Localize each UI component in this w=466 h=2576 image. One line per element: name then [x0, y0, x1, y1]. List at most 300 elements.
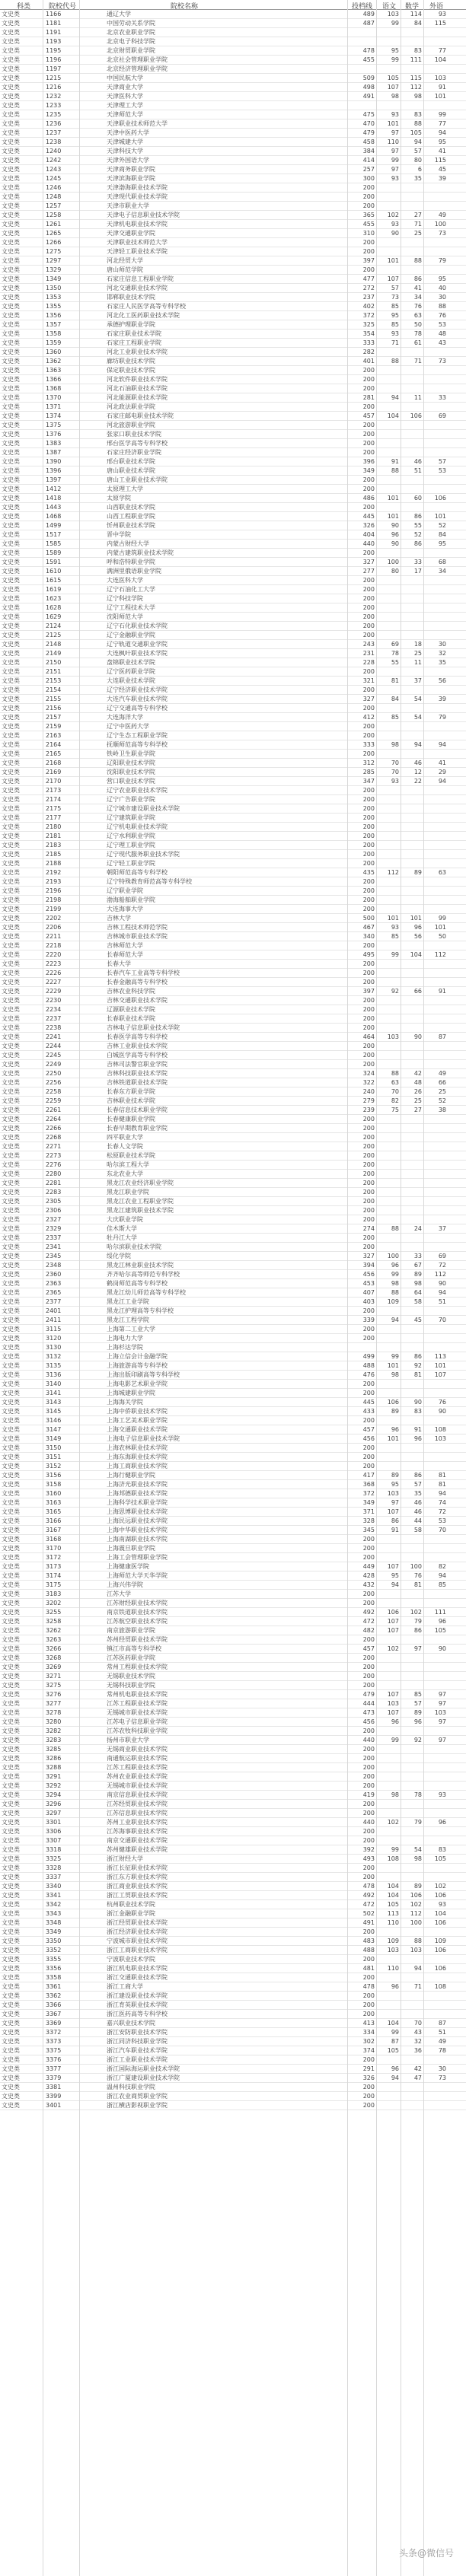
- table-row: [0, 1252, 466, 1261]
- cell-school-code: 1166: [46, 11, 62, 18]
- table-row: [0, 558, 466, 567]
- cell-cutoff-score: 444: [362, 1700, 375, 1707]
- table-row: [0, 914, 466, 923]
- cell-chinese: 81: [391, 677, 399, 684]
- cell-cutoff-score: 328: [362, 1517, 375, 1524]
- cell-english: 66: [438, 1079, 446, 1086]
- cell-english: 52: [438, 1097, 446, 1104]
- table-row: [0, 786, 466, 795]
- cell-math: 56: [413, 933, 422, 940]
- cell-category: 文史类: [2, 230, 20, 237]
- cell-english: 38: [438, 1107, 446, 1113]
- table-row: [0, 174, 466, 183]
- cell-school-code: 1258: [46, 212, 62, 218]
- cell-category: 文史类: [2, 896, 20, 903]
- cell-cutoff-score: 200: [362, 1974, 375, 1981]
- cell-school-name: 辽宁轨道交通职业学院: [107, 641, 168, 648]
- table-row: [0, 1654, 466, 1663]
- cell-cutoff-score: 200: [362, 960, 375, 967]
- cell-school-code: 1362: [46, 358, 62, 365]
- cell-cutoff-score: 300: [362, 175, 375, 182]
- cell-school-code: 2280: [46, 1170, 62, 1177]
- header-school-code: 院校代号: [49, 3, 77, 11]
- cell-school-name: 石家庄信息工程职业学院: [107, 275, 174, 282]
- cell-cutoff-score: 228: [362, 659, 375, 666]
- cell-school-name: 天津职业技术师范大学: [107, 239, 168, 246]
- cell-english: 99: [438, 915, 446, 922]
- cell-math: 112: [410, 1910, 422, 1917]
- cell-cutoff-score: 489: [362, 11, 375, 18]
- cell-category: 文史类: [2, 960, 20, 967]
- cell-school-name: 辽宁建筑职业学院: [107, 814, 155, 821]
- cell-english: 84: [438, 531, 446, 538]
- cell-category: 文史类: [2, 1636, 20, 1643]
- cell-math: 76: [413, 1572, 422, 1579]
- cell-math: 54: [413, 1846, 422, 1853]
- cell-math: 85: [413, 1691, 422, 1698]
- cell-math: 18: [413, 641, 422, 648]
- table-row: [0, 1361, 466, 1371]
- cell-category: 文史类: [2, 1536, 20, 1543]
- cell-category: 文史类: [2, 805, 20, 812]
- cell-school-name: 河北石油职业技术学院: [107, 385, 168, 392]
- cell-category: 文史类: [2, 1755, 20, 1762]
- cell-school-name: 浙江农业商贸职业学院: [107, 2093, 168, 2100]
- cell-cutoff-score: 200: [362, 376, 375, 383]
- cell-school-name: 浙江经贸职业技术学院: [107, 1919, 168, 1926]
- cell-school-code: 3283: [46, 1737, 62, 1743]
- cell-school-name: 浙江国际海运职业技术学院: [107, 2065, 180, 2072]
- cell-school-name: 上海震旦职业学院: [107, 1545, 155, 1552]
- cell-school-code: 1197: [46, 65, 62, 72]
- cell-category: 文史类: [2, 257, 20, 264]
- cell-category: 文史类: [2, 1472, 20, 1479]
- cell-school-name: 辽宁石化职业技术学院: [107, 623, 168, 629]
- cell-cutoff-score: 239: [362, 1107, 375, 1113]
- cell-school-code: 1629: [46, 613, 62, 620]
- cell-cutoff-score: 200: [362, 979, 375, 986]
- cell-chinese: 93: [391, 330, 399, 337]
- cell-category: 文史类: [2, 696, 20, 702]
- cell-school-name: 天津科技大学: [107, 148, 143, 154]
- cell-school-code: 2229: [46, 988, 62, 995]
- cell-chinese: 97: [391, 1499, 399, 1506]
- cell-school-code: 1238: [46, 139, 62, 145]
- table-row: [0, 1645, 466, 1654]
- cell-school-code: 3141: [46, 1390, 62, 1396]
- cell-school-code: 3358: [46, 1974, 62, 1981]
- cell-school-code: 3366: [46, 2001, 62, 2008]
- cell-math: 44: [413, 1517, 422, 1524]
- cell-school-code: 3375: [46, 2047, 62, 2054]
- table-row: [0, 65, 466, 74]
- cell-chinese: 71: [391, 339, 399, 346]
- cell-school-name: 内蒙古建筑职业技术学院: [107, 549, 174, 556]
- table-row: [0, 1745, 466, 1754]
- cell-cutoff-score: 277: [362, 568, 375, 575]
- cell-chinese: 88: [391, 1070, 399, 1077]
- cell-school-code: 2305: [46, 1198, 62, 1205]
- cell-school-code: 2181: [46, 833, 62, 839]
- cell-cutoff-score: 200: [362, 1545, 375, 1552]
- cell-school-name: 江苏信息职业技术学院: [107, 1810, 168, 1817]
- cell-school-name: 上海城建职业学院: [107, 1390, 155, 1396]
- table-row: [0, 877, 466, 887]
- cell-school-name: 大连医科大学: [107, 577, 143, 584]
- cell-english: 72: [438, 1262, 446, 1269]
- cell-english: 113: [434, 1353, 446, 1360]
- cell-school-name: 天津滨海职业学院: [107, 175, 155, 182]
- cell-math: 46: [413, 458, 422, 465]
- cell-school-name: 上海立信会计金融学院: [107, 1353, 168, 1360]
- cell-math: 88: [413, 1938, 422, 1944]
- cell-school-name: 吉林工业职业技术学院: [107, 1043, 168, 1049]
- table-row: [0, 2083, 466, 2092]
- cell-school-name: 江苏财经职业技术学院: [107, 1600, 168, 1606]
- cell-category: 文史类: [2, 56, 20, 63]
- cell-english: 79: [438, 257, 446, 264]
- cell-math: 106: [410, 412, 422, 419]
- cell-school-code: 3285: [46, 1746, 62, 1753]
- cell-cutoff-score: 200: [362, 1216, 375, 1223]
- cell-school-name: 浙江财经大学: [107, 1855, 143, 1862]
- cell-english: 69: [438, 412, 446, 419]
- cell-category: 文史类: [2, 997, 20, 1004]
- cell-cutoff-score: 200: [362, 239, 375, 246]
- table-row: [0, 1973, 466, 1982]
- cell-category: 文史类: [2, 942, 20, 949]
- cell-chinese: 94: [391, 394, 399, 401]
- cell-cutoff-score: 396: [362, 458, 375, 465]
- cell-cutoff-score: 200: [362, 1152, 375, 1159]
- table-row: [0, 1845, 466, 1855]
- cell-school-code: 1390: [46, 458, 62, 465]
- cell-math: 34: [413, 294, 422, 301]
- cell-cutoff-score: 440: [362, 1819, 375, 1826]
- cell-school-code: 2341: [46, 1243, 62, 1250]
- cell-english: 104: [434, 56, 446, 63]
- cell-category: 文史类: [2, 915, 20, 922]
- cell-category: 文史类: [2, 613, 20, 620]
- cell-cutoff-score: 200: [362, 202, 375, 209]
- cell-math: 32: [413, 2038, 422, 2045]
- cell-school-code: 2268: [46, 1134, 62, 1141]
- cell-school-name: 石家庄工程职业学院: [107, 339, 161, 346]
- cell-chinese: 70: [391, 759, 399, 766]
- cell-school-code: 2401: [46, 1307, 62, 1314]
- table-row: [0, 1544, 466, 1553]
- cell-school-name: 佳木斯大学: [107, 1225, 137, 1232]
- cell-school-code: 1371: [46, 403, 62, 410]
- cell-school-code: 2155: [46, 696, 62, 702]
- cell-school-code: 3355: [46, 1956, 62, 1963]
- cell-school-code: 2377: [46, 1298, 62, 1305]
- cell-chinese: 99: [391, 951, 399, 958]
- cell-english: 94: [438, 741, 446, 748]
- cell-chinese: 91: [391, 1527, 399, 1533]
- cell-school-code: 2360: [46, 1271, 62, 1278]
- cell-category: 文史类: [2, 2020, 20, 2027]
- table-row: [0, 83, 466, 92]
- cell-category: 文史类: [2, 1180, 20, 1186]
- cell-english: 108: [434, 1426, 446, 1433]
- cell-school-name: 天津商务职业学院: [107, 166, 155, 173]
- cell-school-name: 大庆职业学院: [107, 1216, 143, 1223]
- cell-cutoff-score: 449: [362, 1563, 375, 1570]
- cell-school-name: 浙江交通职业技术学院: [107, 1974, 168, 1981]
- table-row: [0, 1334, 466, 1343]
- cell-category: 文史类: [2, 184, 20, 191]
- cell-school-code: 3276: [46, 1691, 62, 1698]
- cell-school-name: 山西工程职业学院: [107, 513, 155, 520]
- cell-cutoff-score: 200: [362, 942, 375, 949]
- cell-school-code: 2196: [46, 887, 62, 894]
- cell-category: 文史类: [2, 1161, 20, 1168]
- table-row: [0, 1434, 466, 1444]
- cell-chinese: 96: [391, 531, 399, 538]
- table-row: [0, 941, 466, 950]
- cell-cutoff-score: 401: [362, 358, 375, 365]
- cell-math: 33: [413, 559, 422, 565]
- table-row: [0, 978, 466, 987]
- table-row: [0, 1024, 466, 1033]
- table-row: [0, 686, 466, 695]
- cell-chinese: 108: [387, 1855, 399, 1862]
- cell-school-code: 2168: [46, 759, 62, 766]
- cell-math: 94: [413, 741, 422, 748]
- table-row: [0, 1727, 466, 1736]
- table-row: [0, 393, 466, 403]
- table-row: [0, 46, 466, 56]
- cell-cutoff-score: 200: [362, 1052, 375, 1059]
- cell-school-code: 2165: [46, 750, 62, 757]
- cell-school-name: 浙江长征职业技术学院: [107, 1864, 168, 1871]
- cell-category: 文史类: [2, 11, 20, 18]
- cell-category: 文史类: [2, 358, 20, 365]
- table-row: [0, 101, 466, 110]
- cell-english: 95: [438, 275, 446, 282]
- cell-school-name: 上海师范大学天华学院: [107, 1572, 168, 1579]
- cell-category: 文史类: [2, 1454, 20, 1460]
- cell-school-code: 1360: [46, 349, 62, 355]
- cell-english: 107: [434, 1371, 446, 1378]
- cell-school-name: 上海邦德职业技术学院: [107, 1490, 168, 1497]
- cell-school-code: 2363: [46, 1280, 62, 1287]
- cell-category: 文史类: [2, 1901, 20, 1908]
- cell-cutoff-score: 200: [362, 431, 375, 438]
- table-row: [0, 119, 466, 129]
- table-row: [0, 859, 466, 868]
- cell-math: 51: [413, 467, 422, 474]
- cell-school-name: 辽源职业技术学院: [107, 1006, 155, 1013]
- cell-school-name: 浙江建设职业技术学院: [107, 1992, 168, 1999]
- cell-school-name: 吉林工程技术师范学院: [107, 924, 168, 931]
- table-row: [0, 1553, 466, 1562]
- cell-cutoff-score: 200: [362, 184, 375, 191]
- cell-english: 112: [434, 1271, 446, 1278]
- cell-cutoff-score: 231: [362, 650, 375, 657]
- cell-english: 85: [438, 1581, 446, 1588]
- cell-school-code: 1387: [46, 449, 62, 456]
- table-row: [0, 1526, 466, 1535]
- cell-english: 112: [434, 951, 446, 958]
- cell-math: 88: [413, 257, 422, 264]
- cell-school-code: 2241: [46, 1033, 62, 1040]
- cell-cutoff-score: 200: [362, 1828, 375, 1835]
- cell-math: 71: [413, 1983, 422, 1990]
- cell-category: 文史类: [2, 2011, 20, 2017]
- cell-category: 文史类: [2, 1326, 20, 1333]
- cell-cutoff-score: 200: [362, 906, 375, 912]
- cell-category: 文史类: [2, 623, 20, 629]
- cell-category: 文史类: [2, 778, 20, 785]
- cell-school-code: 1368: [46, 385, 62, 392]
- cell-math: 86: [413, 1627, 422, 1634]
- cell-category: 文史类: [2, 175, 20, 182]
- cell-chinese: 84: [391, 696, 399, 702]
- table-row: [0, 1690, 466, 1699]
- cell-category: 文史类: [2, 102, 20, 109]
- cell-cutoff-score: 478: [362, 1883, 375, 1890]
- cell-chinese: 107: [387, 1709, 399, 1716]
- cell-school-name: 黑龙江工业学院: [107, 1298, 149, 1305]
- cell-school-code: 2281: [46, 1180, 62, 1186]
- cell-math: 55: [413, 522, 422, 529]
- cell-school-code: 1589: [46, 549, 62, 556]
- cell-school-name: 浙江安防职业技术学院: [107, 2029, 168, 2036]
- cell-cutoff-score: 200: [362, 1207, 375, 1214]
- cell-school-name: 长春东方职业学院: [107, 1088, 155, 1095]
- cell-english: 97: [438, 1700, 446, 1707]
- cell-school-code: 3170: [46, 1545, 62, 1552]
- cell-cutoff-score: 200: [362, 623, 375, 629]
- table-row: [0, 439, 466, 448]
- cell-school-code: 3307: [46, 1837, 62, 1844]
- cell-category: 文史类: [2, 1097, 20, 1104]
- cell-category: 文史类: [2, 1490, 20, 1497]
- cell-cutoff-score: 412: [362, 714, 375, 721]
- table-row: [0, 1992, 466, 2001]
- table-row: [0, 1498, 466, 1508]
- cell-cutoff-score: 200: [362, 705, 375, 712]
- cell-school-name: 宁波职业技术学院: [107, 1956, 155, 1963]
- cell-school-name: 承德护理职业学院: [107, 321, 155, 328]
- cell-school-name: 白城医学高等专科学校: [107, 1052, 168, 1059]
- cell-school-name: 浙江同济科技职业学院: [107, 2038, 168, 2045]
- cell-category: 文史类: [2, 166, 20, 173]
- cell-chinese: 104: [387, 1892, 399, 1899]
- cell-category: 文史类: [2, 1344, 20, 1351]
- cell-english: 77: [438, 47, 446, 54]
- cell-category: 文史类: [2, 759, 20, 766]
- cell-math: 114: [410, 11, 422, 18]
- cell-school-name: 长春金融高等专科学校: [107, 979, 168, 986]
- cell-school-code: 3342: [46, 1901, 62, 1908]
- cell-category: 文史类: [2, 1243, 20, 1250]
- cell-school-code: 2185: [46, 851, 62, 858]
- table-row: [0, 987, 466, 996]
- cell-category: 文史类: [2, 750, 20, 757]
- cell-school-name: 松原职业技术学院: [107, 1152, 155, 1159]
- cell-english: 87: [438, 1033, 446, 1040]
- cell-category: 文史类: [2, 248, 20, 255]
- cell-category: 文史类: [2, 833, 20, 839]
- cell-chinese: 98: [391, 1280, 399, 1287]
- cell-cutoff-score: 392: [362, 1846, 375, 1853]
- cell-school-name: 江苏工程职业技术学院: [107, 1764, 168, 1771]
- cell-english: 41: [438, 759, 446, 766]
- cell-chinese: 88: [391, 1289, 399, 1296]
- table-row: [0, 366, 466, 375]
- cell-school-code: 3294: [46, 1791, 62, 1798]
- cell-school-code: 3356: [46, 1965, 62, 1972]
- cell-school-name: 江苏大学: [107, 1590, 131, 1597]
- cell-math: 33: [413, 1253, 422, 1259]
- cell-cutoff-score: 200: [362, 1335, 375, 1342]
- cell-cutoff-score: 200: [362, 2001, 375, 2008]
- cell-math: 79: [413, 1618, 422, 1625]
- table-row: [0, 594, 466, 603]
- cell-cutoff-score: 445: [362, 1399, 375, 1406]
- cell-category: 文史类: [2, 1143, 20, 1150]
- cell-school-name: 长春汽车工业高等专科学校: [107, 970, 180, 976]
- table-row: [0, 37, 466, 46]
- cell-school-code: 2154: [46, 686, 62, 693]
- cell-school-name: 唐山工业职业技术学院: [107, 476, 168, 483]
- cell-school-name: 上海工会管理职业学院: [107, 1554, 168, 1561]
- cell-school-name: 哈尔滨职业技术学院: [107, 1243, 161, 1250]
- cell-chinese: 101: [387, 513, 399, 520]
- cell-school-name: 浙江工贸职业技术学院: [107, 1892, 168, 1899]
- cell-category: 文史类: [2, 1125, 20, 1132]
- cell-school-name: 无锡职业技术学院: [107, 1673, 155, 1680]
- cell-cutoff-score: 200: [362, 970, 375, 976]
- cell-category: 文史类: [2, 705, 20, 712]
- cell-category: 文史类: [2, 339, 20, 346]
- table-row: [0, 1051, 466, 1060]
- cell-school-name: 河北能源职业技术学院: [107, 394, 168, 401]
- cell-chinese: 98: [391, 741, 399, 748]
- cell-school-code: 2202: [46, 915, 62, 922]
- table-row: [0, 1882, 466, 1891]
- cell-math: 86: [413, 1472, 422, 1479]
- cell-chinese: 90: [391, 522, 399, 529]
- table-row: [0, 722, 466, 731]
- cell-cutoff-score: 200: [362, 440, 375, 447]
- cell-cutoff-score: 200: [362, 833, 375, 839]
- cell-category: 文史类: [2, 129, 20, 136]
- cell-category: 文史类: [2, 20, 20, 27]
- cell-school-name: 黑龙江幼儿师范高等专科学校: [107, 1289, 186, 1296]
- cell-chinese: 86: [391, 1517, 399, 1524]
- cell-english: 95: [438, 540, 446, 547]
- cell-category: 文史类: [2, 1015, 20, 1022]
- cell-category: 文史类: [2, 1618, 20, 1625]
- cell-cutoff-score: 397: [362, 257, 375, 264]
- cell-category: 文史类: [2, 796, 20, 803]
- cell-category: 文史类: [2, 988, 20, 995]
- cell-cutoff-score: 445: [362, 513, 375, 520]
- table-row: [0, 713, 466, 722]
- cell-cutoff-score: 403: [362, 1298, 375, 1305]
- cell-category: 文史类: [2, 2084, 20, 2090]
- cell-school-name: 抚顺师范高等专科学校: [107, 741, 168, 748]
- cell-chinese: 99: [391, 157, 399, 164]
- cell-school-name: 长春信息技术职业学院: [107, 1107, 168, 1113]
- cell-school-code: 1383: [46, 440, 62, 447]
- cell-cutoff-score: 200: [362, 1043, 375, 1049]
- cell-cutoff-score: 200: [362, 2056, 375, 2063]
